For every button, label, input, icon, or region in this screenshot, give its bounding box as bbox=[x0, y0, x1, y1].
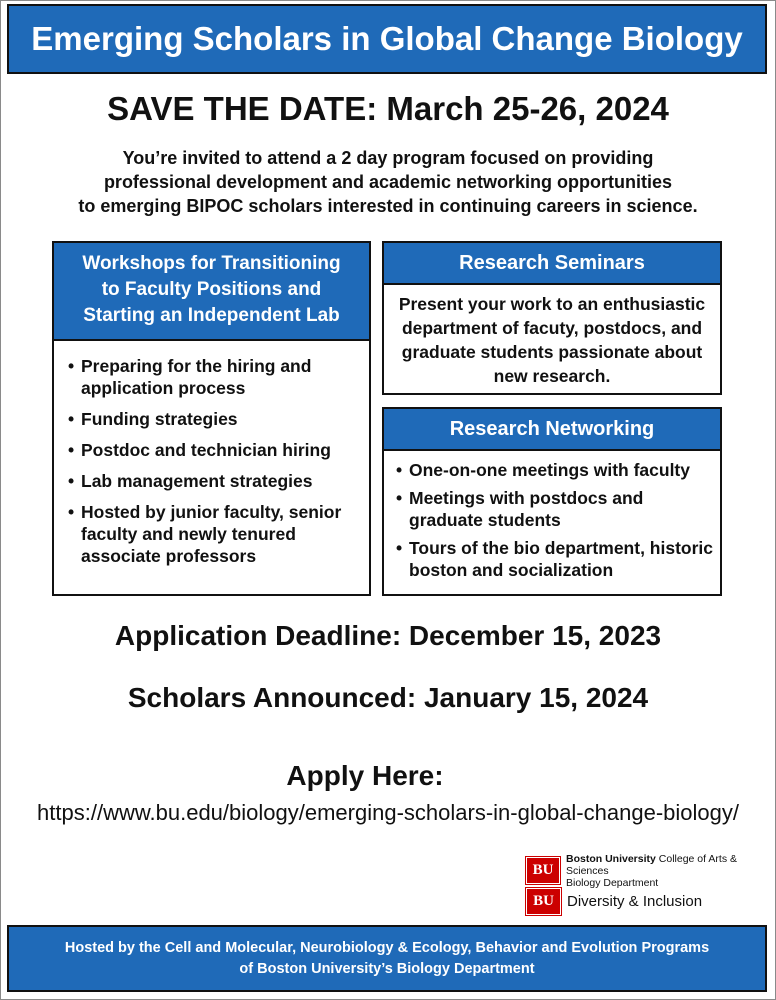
list-item: • Funding strategies bbox=[68, 408, 359, 430]
workshops-title-line: to Faculty Positions and bbox=[101, 279, 322, 300]
list-item: • Preparing for the hiring and application process bbox=[68, 355, 359, 399]
networking-box bbox=[382, 407, 722, 596]
list-item: • Postdoc and technician hiring bbox=[68, 439, 359, 461]
workshops-title-line: Starting an Independent Lab bbox=[83, 305, 340, 326]
bu-logo-icon: BU bbox=[526, 857, 560, 884]
logo-college: College of Arts & Sciences bbox=[566, 852, 737, 877]
footer-banner bbox=[7, 925, 767, 992]
apply-heading: Apply Here: bbox=[286, 760, 444, 791]
page-title: Emerging Scholars in Global Change Biology bbox=[31, 20, 743, 57]
list-item: • Meetings with postdocs and graduate students bbox=[396, 487, 714, 531]
list-item: • Lab management strategies bbox=[68, 470, 359, 492]
workshops-list bbox=[54, 341, 369, 567]
save-the-date-heading: SAVE THE DATE: March 25-26, 2024 bbox=[107, 90, 669, 127]
networking-list bbox=[384, 451, 720, 581]
bu-logo-text bbox=[566, 853, 776, 889]
workshops-title bbox=[54, 243, 369, 341]
apply-link[interactable]: https://www.bu.edu/biology/emerging-scholars-in-global-change-biology/ bbox=[37, 800, 739, 825]
scholars-announced: Scholars Announced: January 15, 2024 bbox=[127, 682, 649, 713]
list-item: • Hosted by junior faculty, senior faculty and newly tenured associate professors bbox=[68, 501, 359, 567]
intro-line: You’re invited to attend a 2 day program focused on providing bbox=[122, 148, 654, 168]
logo-diversity: Diversity & Inclusion bbox=[567, 893, 703, 910]
intro-line: professional development and academic networking opportunities bbox=[103, 172, 673, 192]
list-item: • One-on-one meetings with faculty bbox=[396, 459, 714, 481]
bu-diversity-logo bbox=[526, 889, 702, 914]
footer-line: Hosted by the Cell and Molecular, Neurobiology & Ecology, Behavior and Evolution Programs bbox=[64, 940, 710, 956]
workshops-title-line: Workshops for Transitioning bbox=[82, 253, 341, 274]
intro-line: to emerging BIPOC scholars interested in continuing careers in science. bbox=[78, 196, 698, 216]
logo-university: Boston University bbox=[566, 852, 656, 865]
footer-line: of Boston University’s Biology Department bbox=[239, 961, 535, 977]
workshops-box bbox=[52, 241, 371, 596]
seminars-box bbox=[382, 241, 722, 395]
seminars-title: Research Seminars bbox=[384, 243, 720, 285]
logo-department: Biology Department bbox=[566, 876, 659, 889]
networking-title: Research Networking bbox=[384, 409, 720, 451]
intro-paragraph bbox=[40, 146, 736, 218]
application-deadline: Application Deadline: December 15, 2023 bbox=[114, 620, 662, 651]
list-item: • Tours of the bio department, historic boston and socialization bbox=[396, 537, 714, 581]
bu-biology-logo bbox=[526, 852, 776, 889]
seminars-description: Present your work to an enthusiastic department of facuty, postdocs, and graduate students passionate about new research. bbox=[398, 294, 706, 386]
bu-logo-icon: BU bbox=[526, 888, 561, 915]
title-banner bbox=[7, 4, 767, 74]
